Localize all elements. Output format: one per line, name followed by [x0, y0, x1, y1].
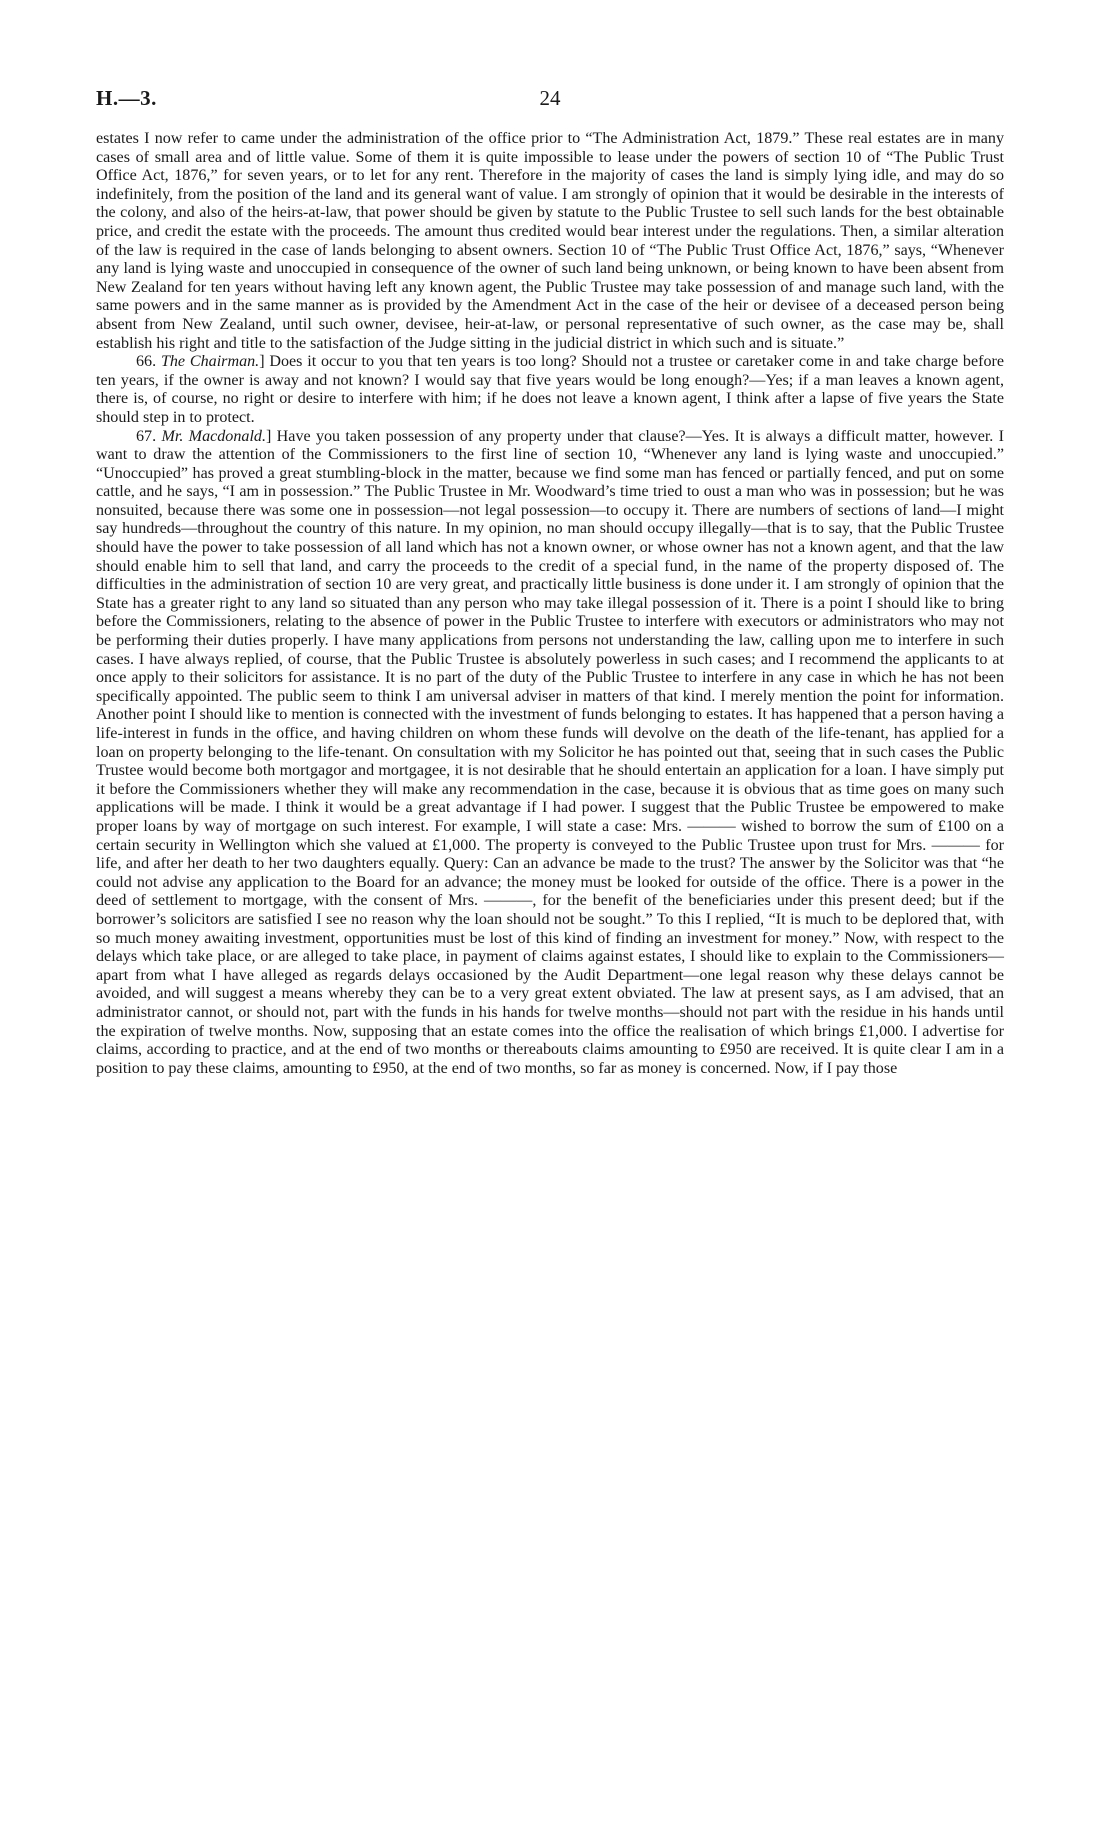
paragraph-estates — [96, 130, 1004, 353]
paragraph-text: estates I now refer to came under the administration of the office prior to “The Administration Act, 1879.” These real estates are in many cases of small area and of little value. Some of them it is quite impossible to lease under the powers of section 10 of “The Public Trust Office Act, 1876,” for seven years, or to let for any rent. Therefore in the majority of cases the land is simply lying idle, and may do so indefinitely, from the position of the land and its general want of value. I am strongly of opinion that it would be desirable in the interests of the colony, and also of the heirs-at-law, that power should be given by statute to the Public Trustee to sell such lands for the best obtainable price, and credit the estate with the proceeds. The amount thus credited would bear interest under the regulations. Then, a similar alteration of the law is required in the case of lands belonging to absent owners. Section 10 of “The Public Trust Office Act, 1876,” says, “Whenever any land is lying waste and unoccupied in consequence of the owner of such land being unknown, or being known to have been absent from New Zealand for ten years without having left any known agent, the Public Trustee may take possession of and manage such land, with the same powers and in the same manner as is provided by the Amendment Act in the case of the heir or devisee of a deceased person being absent from New Zealand, until such owner, devisee, heir-at-law, or personal representative of such owner, as the case may be, shall establish his right and title to the satisfaction of the Judge sitting in the judicial district in which such and is situate.” — [96, 130, 1004, 352]
page-number: 24 — [539, 86, 561, 110]
document-reference: H.—3. — [96, 86, 157, 110]
question-number: 66. — [136, 353, 161, 371]
paragraph-question-66 — [96, 353, 1004, 427]
paragraph-question-67 — [96, 428, 1004, 1079]
page-header — [96, 86, 1004, 122]
speaker-name: The Chairman. — [160, 353, 260, 371]
paragraph-text: ] Have you taken possession of any property under that clause?—Yes. It is always a difficult matter, however. I want to draw the attention of the Commissioners to the first line of section 10, “Whenever any land is lying waste and unoccupied.” “Unoccupied” has proved a great stumbling-block in the matter, because we find some man has fenced or partially fenced, and put on some cattle, and he says, “I am in possession.” The Public Trustee in Mr. Woodward’s time tried to oust a man who was in possession; but he was nonsuited, because there was some one in possession—not legal possession—to occupy it. There are numbers of sections of land—I might say hundreds—throughout the country of this nature. In my opinion, no man should occupy illegally—that is to say, that the Public Trustee should have the power to take possession of all land which has not a known owner, or whose owner has not a known agent, and that the law should enable him to sell that land, and carry the proceeds to the credit of a special fund, in the name of the property disposed of. The difficulties in the administration of section 10 are very great, and practically little business is done under it. I am strongly of opinion that the State has a greater right to any land so situated than any person who may take illegal possession of it. There is a point I should like to bring before the Commissioners, relating to the absence of power in the Public Trustee to interfere with executors or administrators who may not be performing their duties properly. I have many applications from persons not understanding the law, calling upon me to interfere in such cases. I have always replied, of course, that the Public Trustee is absolutely powerless in such cases; and I recommend the applicants to at once apply to their solicitors for assistance. It is no part of the duty of the Public Trustee to interfere in any case in which he has not been specifically appointed. The public seem to think I am universal adviser in matters of that kind. I merely mention the point for information. Another point I should like to mention is connected with the investment of funds belonging to estates. It has happened that a person having a life-interest in funds in the office, and having children on whom these funds will devolve on the death of the life-tenant, has applied for a loan on property belonging to the life-tenant. On consultation with my Solicitor he has pointed out that, seeing that in such cases the Public Trustee would become both mortgagor and mortgagee, it is not desirable that he should entertain an application for a loan. I have simply put it before the Commissioners whether they will make any recommendation in the case, because it is obvious that as time goes on many such applications will be made. I think it would be a great advantage if I had power. I suggest that the Public Trustee be empowered to make proper loans by way of mortgage on such interest. For example, I will state a case: Mrs. ——— wished to borrow the sum of £100 on a certain security in Wellington which she valued at £1,000. The property is conveyed to the Public Trustee upon trust for Mrs. ——— for life, and after her death to her two daughters equally. Query: Can an advance be made to the trust? The answer by the Solicitor was that “he could not advise any application to the Board for an advance; the money must be looked for outside of the office. There is a power in the deed of settlement to mortgage, with the consent of Mrs. ———, for the benefit of the beneficiaries under this present deed; but if the borrower’s solicitors are satisfied I see no reason why the loan should not be sought.” To this I replied, “It is much to be deplored that, with so much money awaiting investment, opportunities must be lost of this kind of finding an investment for money.” Now, with respect to the delays which take place, or are alleged to take place, in payment of claims against estates, I should like to explain to the Commissioners—apart from what I have alleged as regards delays occasioned by the Audit Department—one legal reason why these delays cannot be avoided, and will suggest a means whereby they can be to a very great extent obviated. The law at present says, as I am advised, that an administrator cannot, or should not, part with the funds in his hands for twelve months—should not part with the residue in his hands until the expiration of twelve months. Now, supposing that an estate comes into the office the realisation of which brings £1,000. I advertise for claims, according to practice, and at the end of two months or thereabouts claims amounting to £950 are received. It is quite clear I am in a position to pay these claims, amounting to £950, at the end of two months, so far as money is concerned. Now, if I pay those — [96, 427, 1005, 1077]
speaker-name: Mr. Macdonald. — [161, 427, 266, 445]
document-page — [96, 86, 1004, 1078]
question-number: 67. — [136, 427, 162, 445]
body-text — [96, 130, 1004, 1078]
paragraph-text: ] Does it occur to you that ten years is too long? Should not a trustee or caretaker come in and take charge before ten years, if the owner is away and not known? I would say that five years would be long enough?—Yes; if a man leaves a known agent, there is, of course, no right or desire to interfere with him; if he does not leave a known agent, I think after a lapse of five years the State should step in to protect. — [96, 353, 1005, 426]
